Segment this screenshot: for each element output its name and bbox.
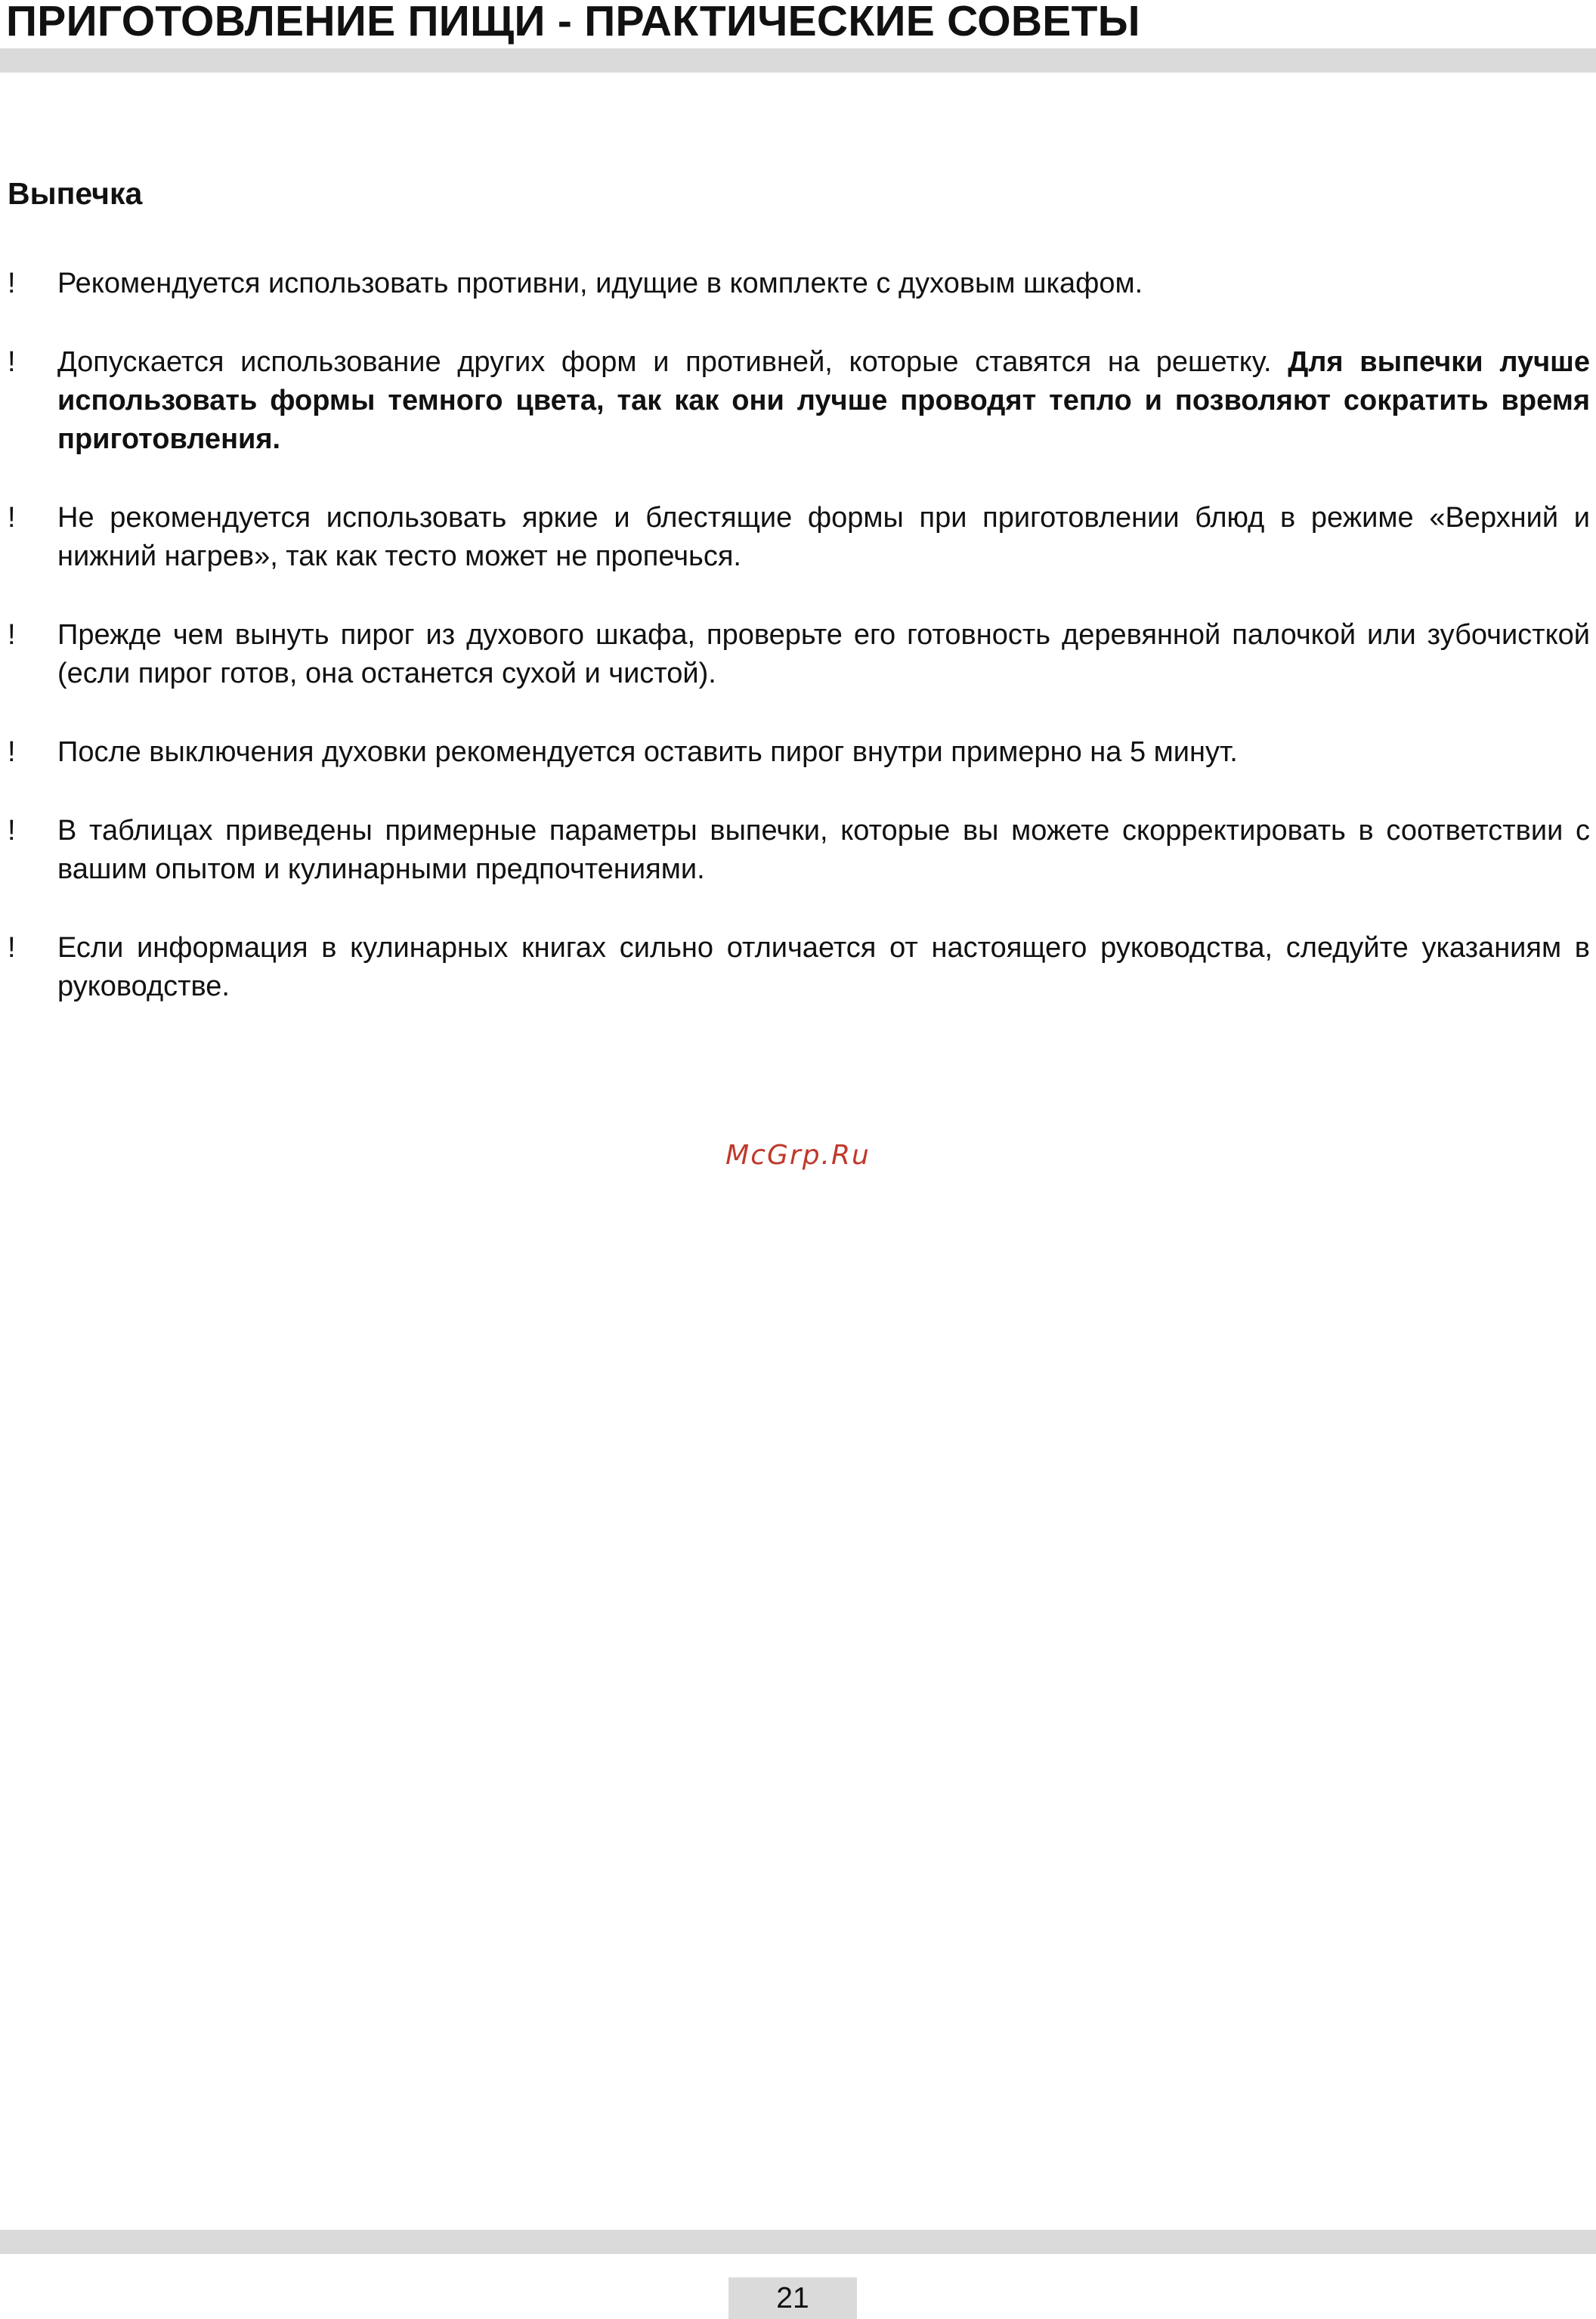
list-item	[8, 343, 1590, 459]
tip-text: Прежде чем вынуть пирог из духового шкафа, проверьте его готовность деревянной палочкой или зубочисткой (если пирог готов, она останется сухой и чистой).	[57, 619, 1590, 689]
tip-text: Допускается использование других форм и противней, которые ставятся на решетку.	[57, 346, 1288, 378]
list-item	[8, 265, 1590, 303]
tip-text: Если информация в кулинарных книгах сильно отличается от настоящего руководства, следуйте указаниям в руководстве.	[57, 932, 1590, 1002]
main-content	[8, 166, 1590, 1002]
exclamation-bullet-icon: !	[8, 932, 16, 964]
page-header	[0, 0, 1596, 76]
tip-text: После выключения духовки рекомендуется оставить пирог внутри примерно на 5 минут.	[57, 736, 1238, 768]
tips-list	[8, 265, 1590, 1046]
footer-divider-band	[0, 2230, 1596, 2254]
tip-text: Не рекомендуется использовать яркие и блестящие формы при приготовлении блюд в режиме «Верхний и нижний нагрев», так как тесто может не пропечься.	[57, 502, 1590, 572]
list-item	[8, 499, 1590, 576]
watermark-text: McGrp.Ru	[725, 1140, 871, 1171]
page-title: ПРИГОТОВЛЕНИЕ ПИЩИ - ПРАКТИЧЕСКИЕ СОВЕТЫ	[6, 0, 1140, 45]
exclamation-bullet-icon: !	[8, 502, 16, 534]
tip-bold-text: Для выпечки лучше использовать формы темного цвета, так как они лучше проводят тепло и позволяют сократить время приготовления.	[57, 346, 1590, 455]
section-heading: Выпечка	[8, 176, 143, 211]
list-item	[8, 733, 1590, 772]
list-item	[8, 616, 1590, 693]
list-item	[8, 812, 1590, 889]
tip-text: В таблицах приведены примерные параметры выпечки, которые вы можете скорректировать в соответствии с вашим опытом и кулинарными предпочтениями.	[57, 815, 1590, 885]
exclamation-bullet-icon: !	[8, 736, 16, 768]
list-item	[8, 929, 1590, 1006]
header-divider-band	[0, 48, 1596, 73]
tip-text: Рекомендуется использовать противни, идущие в комплекте с духовым шкафом.	[57, 268, 1143, 299]
exclamation-bullet-icon: !	[8, 268, 16, 299]
page-number: 21	[728, 2277, 857, 2319]
exclamation-bullet-icon: !	[8, 346, 16, 378]
exclamation-bullet-icon: !	[8, 619, 16, 651]
exclamation-bullet-icon: !	[8, 815, 16, 847]
